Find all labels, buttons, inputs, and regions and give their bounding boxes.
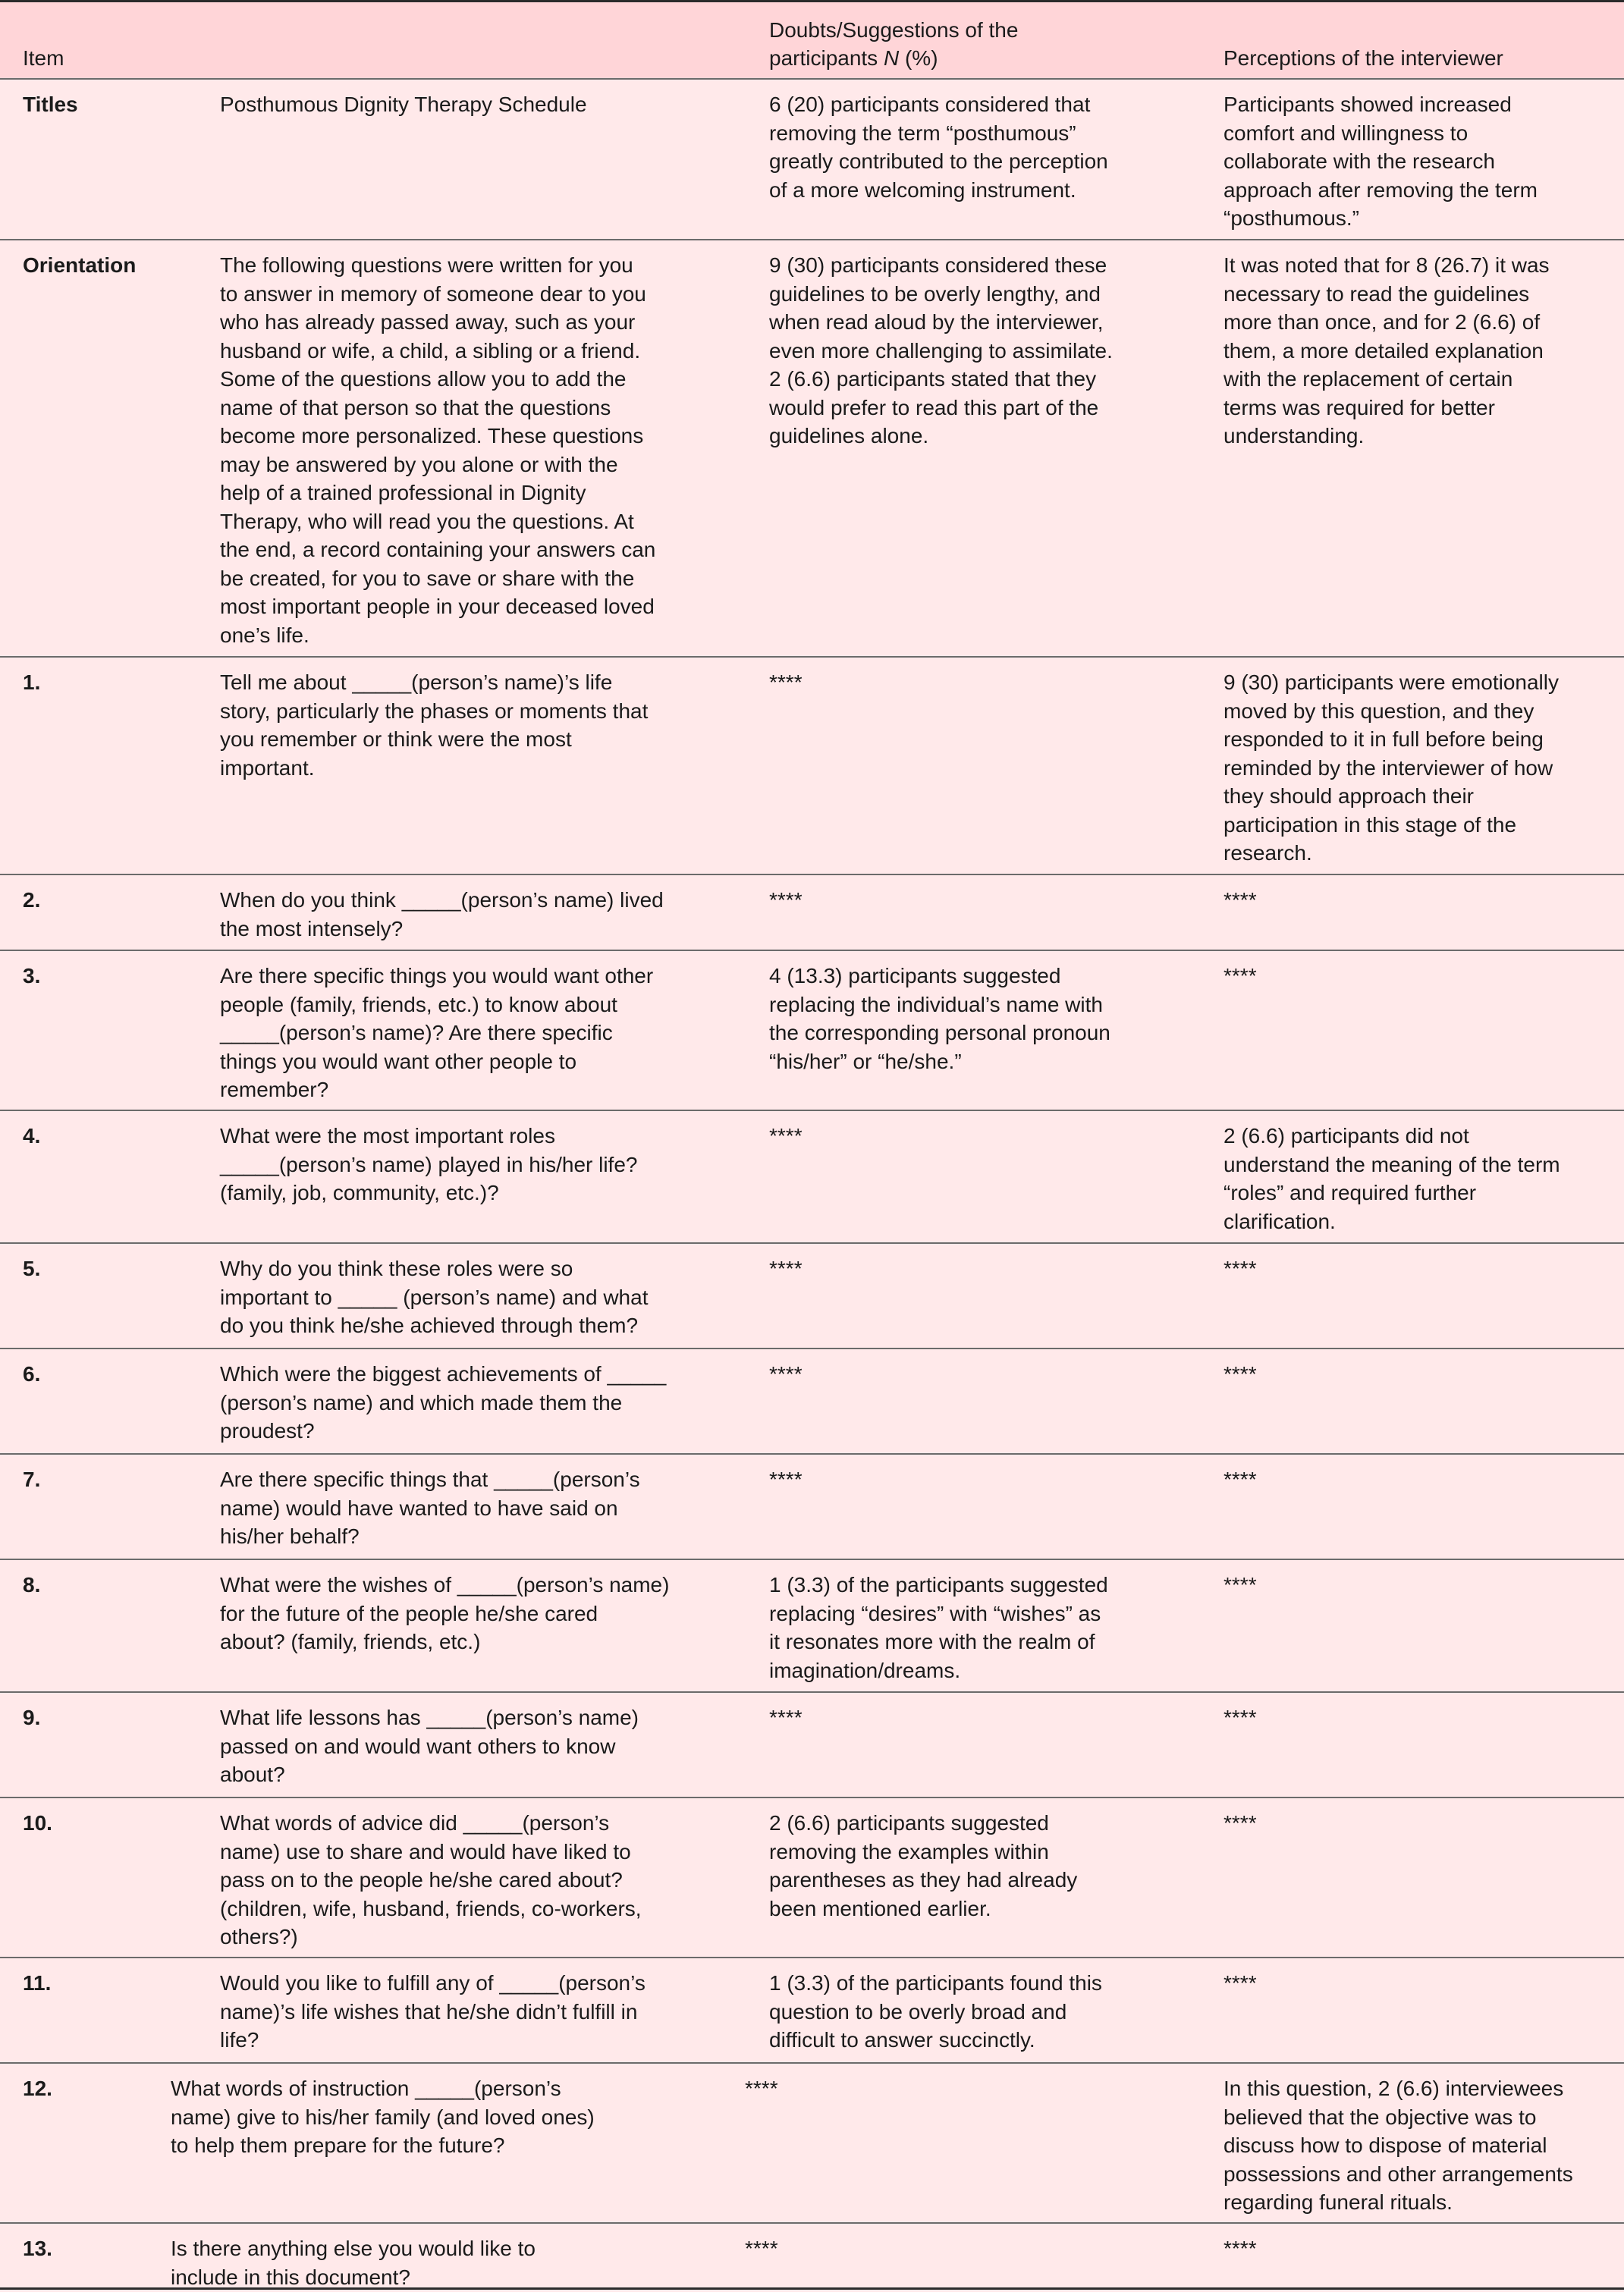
row-item: Titles: [23, 93, 78, 116]
table-row: [0, 951, 1624, 1111]
row-doubts: ****: [769, 888, 803, 912]
row-perceptions: In this question, 2 (6.6) interviewees believed that the objective was to discuss how to dispose of material possessions and other arrangements regarding funeral rituals.: [1223, 2077, 1573, 2214]
row-perceptions: ****: [1223, 1257, 1257, 1280]
row-doubts: ****: [745, 2077, 778, 2100]
row-doubts: 6 (20) participants considered that removing the term “posthumous” greatly contributed to the perception of a more welcoming instrument.: [769, 93, 1108, 202]
row-question: The following questions were written for you to answer in memory of someone dear to you who has already passed away, such as your husband or wife, a child, a sibling or a friend. Some of the questions allow you to add the name of that person so that the questions become more personalized. These questions may be answered by you alone or with the help of a trained professional in Dignity Therapy, who will read you the questions. At the end, a record containing your answers can be created, for you to save or share with the most important people in your deceased loved one’s life.: [220, 253, 656, 647]
row-doubts: ****: [745, 2237, 778, 2260]
row-question: What were the wishes of _____(person’s name) for the future of the people he/she cared about? (family, friends, etc.): [220, 1573, 670, 1653]
row-item: 13.: [23, 2237, 52, 2260]
row-doubts: 1 (3.3) of the participants suggested replacing “desires” with “wishes” as it resonates more with the realm of imagination/dreams.: [769, 1573, 1108, 1682]
row-item: 9.: [23, 1706, 41, 1729]
table-row: [0, 1455, 1624, 1560]
header-doubts-line1: Doubts/Suggestions of the: [769, 18, 1019, 42]
row-doubts: ****: [769, 1468, 803, 1491]
row-question: What life lessons has _____(person’s name) passed on and would want others to know about?: [220, 1706, 639, 1786]
row-question: What words of instruction _____(person’s name) give to his/her family (and loved ones) to help them prepare for the future?: [171, 2077, 595, 2157]
row-item: 11.: [23, 1971, 52, 1995]
row-perceptions: 9 (30) participants were emotionally moved by this question, and they responded to it in full before being reminded by the interviewer of how they should approach their participation in this stage of the research.: [1223, 670, 1559, 865]
row-item: 1.: [23, 670, 41, 694]
row-doubts: ****: [769, 1706, 803, 1729]
table-row: [0, 875, 1624, 951]
row-item: 4.: [23, 1124, 41, 1148]
row-doubts: ****: [769, 670, 803, 694]
table-row: [0, 1560, 1624, 1693]
row-perceptions: It was noted that for 8 (26.7) it was necessary to read the guidelines more than once, and for 2 (6.6) of them, a more detailed explanation with the replacement of certain terms was required for better understanding.: [1223, 253, 1550, 447]
row-item: 5.: [23, 1257, 41, 1280]
row-item: 7.: [23, 1468, 41, 1491]
table-row: [0, 1693, 1624, 1798]
row-perceptions: Participants showed increased comfort and willingness to collaborate with the research approach after removing the term “posthumous.”: [1223, 93, 1538, 230]
row-question: Would you like to fulfill any of _____(person’s name)’s life wishes that he/she didn’t fulfill in life?: [220, 1971, 646, 2052]
row-question: Which were the biggest achievements of _____ (person’s name) and which made them the proudest?: [220, 1362, 667, 1443]
row-item: 8.: [23, 1573, 41, 1597]
row-perceptions: ****: [1223, 1468, 1257, 1491]
row-item: 3.: [23, 964, 41, 987]
row-question: What words of advice did _____(person’s name) use to share and would have liked to pass on to the people he/she cared about? (children, wife, husband, friends, co-workers, others?): [220, 1811, 642, 1948]
row-item: 6.: [23, 1362, 41, 1386]
row-perceptions: ****: [1223, 1573, 1257, 1597]
header-perceptions: Perceptions of the interviewer: [1223, 46, 1503, 70]
row-doubts: 1 (3.3) of the participants found this question to be overly broad and difficult to answer succinctly.: [769, 1971, 1102, 2052]
header-doubts-pct: (%): [899, 46, 938, 70]
row-perceptions: ****: [1223, 964, 1257, 987]
header-doubts-n: N: [883, 46, 900, 70]
table-row: [0, 658, 1624, 875]
row-question: Posthumous Dignity Therapy Schedule: [220, 93, 587, 116]
table-row: [0, 2224, 1624, 2292]
row-question: Is there anything else you would like to include in this document?: [171, 2237, 536, 2289]
row-question: Are there specific things you would want other people (family, friends, etc.) to know about _____(person’s name)? Are there specific things you would want other people to remember?: [220, 964, 654, 1101]
table-row: [0, 1958, 1624, 2064]
row-perceptions: ****: [1223, 1811, 1257, 1835]
header-doubts-line2: participants: [769, 46, 884, 70]
row-question: What were the most important roles _____(person’s name) played in his/her life? (family, job, community, etc.)?: [220, 1124, 638, 1204]
row-perceptions: ****: [1223, 888, 1257, 912]
row-doubts: ****: [769, 1124, 803, 1148]
table-row: [0, 1111, 1624, 1244]
row-item: 12.: [23, 2077, 52, 2100]
table-row: [0, 1798, 1624, 1958]
row-question: Why do you think these roles were so important to _____ (person’s name) and what do you think he/she achieved through them?: [220, 1257, 649, 1337]
row-doubts: 4 (13.3) participants suggested replacing the individual’s name with the corresponding personal pronoun “his/her” or “he/she.”: [769, 964, 1110, 1073]
row-perceptions: ****: [1223, 1362, 1257, 1386]
row-doubts: ****: [769, 1257, 803, 1280]
row-doubts: 2 (6.6) participants suggested removing the examples within parentheses as they had already been mentioned earlier.: [769, 1811, 1078, 1920]
row-item: Orientation: [23, 253, 137, 277]
row-doubts: ****: [769, 1362, 803, 1386]
row-perceptions: ****: [1223, 1971, 1257, 1995]
row-perceptions: 2 (6.6) participants did not understand the meaning of the term “roles” and required further clarification.: [1223, 1124, 1560, 1233]
header-doubts: [769, 2, 1223, 78]
header-item: Item: [23, 46, 64, 70]
row-item: 2.: [23, 888, 41, 912]
row-question: Are there specific things that _____(person’s name) would have wanted to have said on his/her behalf?: [220, 1468, 640, 1548]
header-question: [220, 2, 769, 78]
table-row: [0, 1349, 1624, 1455]
row-doubts: 9 (30) participants considered these guidelines to be overly lengthy, and when read aloud by the interviewer, even more challenging to assimilate. 2 (6.6) participants stated that they would prefer to read this part of the guidelines alone.: [769, 253, 1113, 447]
table-row: [0, 2064, 1624, 2224]
row-perceptions: ****: [1223, 1706, 1257, 1729]
table-row: [0, 80, 1624, 240]
row-question: When do you think _____(person’s name) lived the most intensely?: [220, 888, 664, 940]
row-question: Tell me about _____(person’s name)’s life story, particularly the phases or moments that you remember or think were the most important.: [220, 670, 649, 780]
table-row: [0, 240, 1624, 658]
table-row: [0, 1244, 1624, 1349]
table-header: [0, 2, 1624, 80]
row-item: 10.: [23, 1811, 52, 1835]
row-perceptions: ****: [1223, 2237, 1257, 2260]
